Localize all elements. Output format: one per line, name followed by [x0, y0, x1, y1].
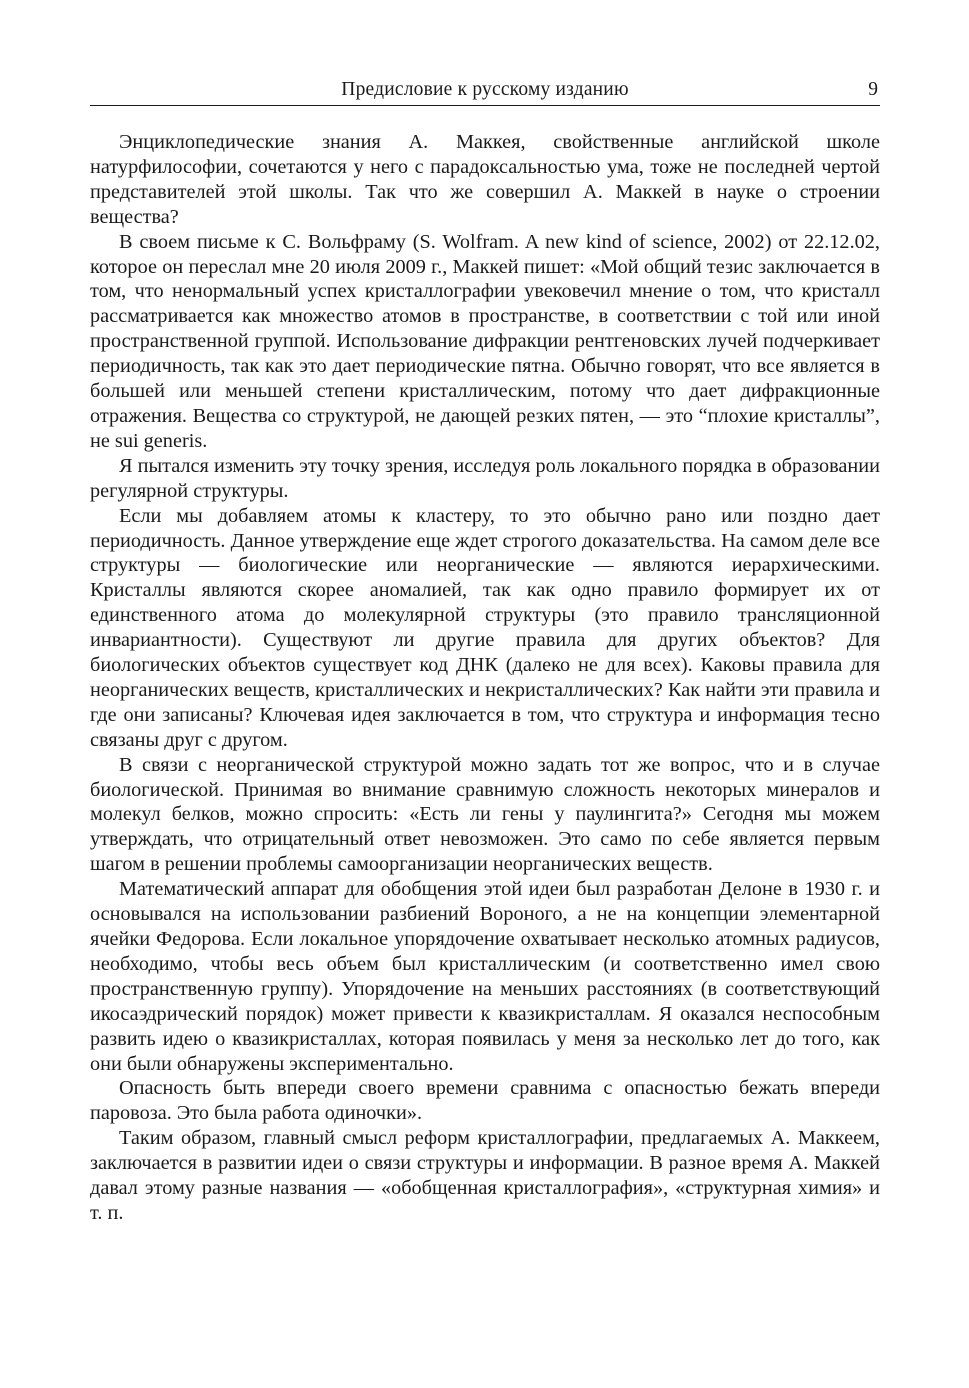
body-text [90, 130, 880, 1226]
running-header-title: Предисловие к русскому изданию [341, 79, 629, 100]
page-number: 9 [868, 79, 878, 100]
running-header [90, 0, 880, 106]
book-page [90, 0, 880, 1226]
paragraph-6: Математический аппарат для обобщения этой идеи был разработан Делоне в 1930 г. и основывался на использовании разбиений Вороного, а не на концепции элементарной ячейки Федорова. Если локальное упорядочение охватывает несколько атомных радиусов, необходимо, чтобы весь объем был кристаллическим (и соответственно имел свою пространственную группу). Упорядочение на меньших расстояниях (в соответствующий икосаэдрический порядок) может привести к квазикристаллам. Я оказался неспособным развить идею о квазикристаллах, которая появилась у меня за несколько лет до того, как они были обнаружены экспериментально. [90, 878, 880, 1075]
paragraph-2: В своем письме к С. Вольфраму (S. Wolfram. A new kind of science, 2002) от 22.12.02, которое он переслал мне 20 июля 2009 г., Маккей пишет: «Мой общий тезис заключается в том, что ненормальный успех кристаллографии увековечил мнение о том, что кристалл рассматривается как множество атомов в пространстве, в соответствии с той или иной пространственной группой. Использование дифракции рентгеновских лучей подчеркивает периодичность, так как это дает периодические пятна. Обычно говорят, что все является в большей или меньшей степени кристаллическим, потому что дает дифракционные отражения. Вещества со структурой, не дающей резких пятен, — это “плохие кристаллы”, не sui generis. [90, 230, 880, 452]
paragraph-1: Энциклопедические знания А. Маккея, свойственные английской школе натурфилософии, сочетаются у него с парадоксальностью ума, тоже не последней чертой представителей этой школы. Так что же совершил А. Маккей в науке о строении вещества? [90, 131, 880, 228]
paragraph-4: Если мы добавляем атомы к кластеру, то это обычно рано или поздно дает периодичность. Данное утверждение еще ждет строгого доказательства. На самом деле все структуры — биологические или неорганические — являются иерархическими. Кристаллы являются скорее аномалией, так как одно правило формирует их от единственного атома до молекулярной структуры (это правило трансляционной инвариантности). Существуют ли другие правила для других объектов? Для биологических объектов существует код ДНК (далеко не для всех). Каковы правила для неорганических веществ, кристаллических и некристаллических? Как найти эти правила и где они записаны? Ключевая идея заключается в том, что структура и информация тесно связаны друг с другом. [90, 504, 880, 751]
paragraph-8: Таким образом, главный смысл реформ кристаллографии, предлагаемых А. Маккеем, заключается в развитии идеи о связи структуры и информации. В разное время А. Маккей давал этому разные названия — «обобщенная кристаллография», «структурная химия» и т. п. [90, 1127, 880, 1224]
paragraph-3: Я пытался изменить эту точку зрения, исследуя роль локального порядка в образовании регулярной структуры. [90, 454, 880, 502]
paragraph-5: В связи с неорганической структурой можно задать тот же вопрос, что и в случае биологической. Принимая во внимание сравнимую сложность некоторых минералов и молекул белков, можно спросить: «Есть ли гены у паулингита?» Сегодня мы можем утверждать, что отрицательный ответ невозможен. Это само по себе является первым шагом в решении проблемы самоорганизации неорганических веществ. [90, 753, 880, 876]
paragraph-7: Опасность быть впереди своего времени сравнима с опасностью бежать впереди паровоза. Это была работа одиночки». [90, 1077, 880, 1125]
